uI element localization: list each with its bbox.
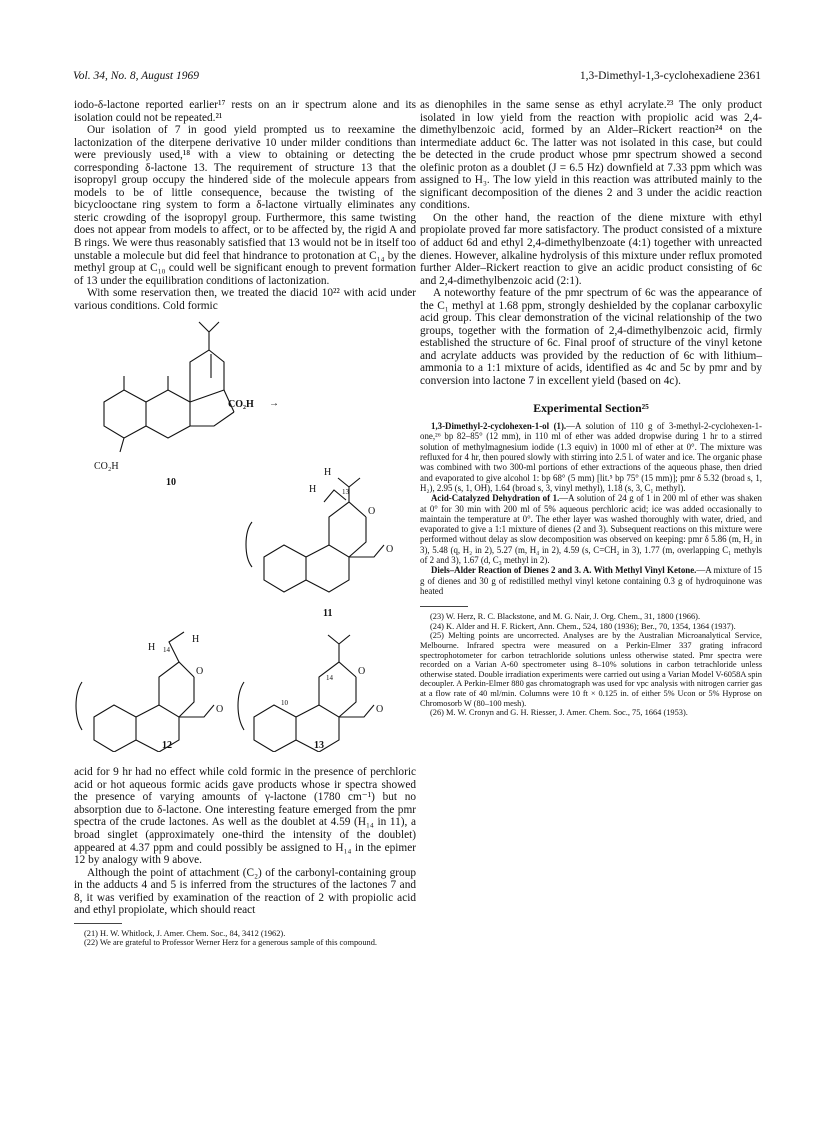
carbonyl-oxygen-13: O [376, 704, 384, 716]
chemical-structures-svg [74, 312, 416, 752]
paragraph: iodo-δ-lactone reported earlier¹⁷ rests on an ir spectrum alone and its isolation could not be repeated.²¹ [74, 99, 416, 124]
experimental-paragraph [420, 565, 762, 596]
structure-figures [74, 312, 416, 752]
left-column [74, 99, 416, 948]
lactone-oxygen-11: O [368, 506, 376, 518]
experimental-text: —A solution of 110 g of 3-methyl-2-cyclohexen-1-one,²⁶ bp 82–85° (12 mm), in 110 ml of ether was added dropwise during 1 hr to a stirred solution of methylmagnesium iodide (1.3 equiv) in 1000 ml of ether at 0°. The mixture was refluxed for 4 hr, then poured slowly with stirring into 2.5 l. of water and ice. The organic phase was combined with two 300-ml portions of ether extractions of the aqueous phase, then dried and evaporated to give alcohol 1: bp 68° (5 mm) [lit.⁵ bp 75° (15 mm)]; pmr δ 5.32 (broad s, 1, H₂), 2.95 (s, 1, OH), 1.64 (broad s, 3, vinyl methyl), 1.18 (s, 3, C₁ methyl). [420, 421, 763, 493]
compound-label-10: 10 [166, 477, 176, 489]
h-right-12: H [192, 634, 200, 646]
experimental-section [420, 421, 762, 596]
running-header-right: 1,3-Dimethyl-1,3-cyclohexadiene 2361 [579, 70, 761, 82]
structure-11 [246, 478, 384, 592]
atom-number-13: 13 [342, 488, 349, 497]
paragraph: acid for 9 hr had no effect while cold formic in the presence of perchloric acid or hot aqueous formic acids gave products whose ir spectra showed the presence of varying amounts of γ-lactone (1780 cm⁻¹) but no absorption due to δ-lactone. One interesting feature emerged from the pmr spectra of the crude lactones. As well as the doublet at 4.59 (H₁₄ in 11), a broad singlet (approximately one-third the intensity of the doublet) appeared at 4.37 ppm and could possibly be assigned to H₁₄ in the epimer 12 by analogy with 9 above. [74, 766, 416, 867]
footnote: (24) K. Alder and H. F. Rickert, Ann. Chem., 524, 180 (1936); Ber., 70, 1354, 1364 (1937). [430, 621, 736, 631]
compound-label-13: 13 [314, 740, 324, 752]
experimental-paragraph [420, 493, 762, 565]
paragraph: Our isolation of 7 in good yield prompted us to reexamine the lactonization of the diterpene derivative 10 under milder conditions than were previously used,¹⁸ with a view to obtaining or detecting the corresponding δ-lactone 13. The requirement of structure 13 that the isopropyl group occupy the hindered side of the molecule appears from models to be of little consequence, because the twisting of the bicyclooctane ring system to form a δ-lactone virtually eliminates any steric crowding of the isopropyl group. Furthermore, this same twisting does not appear from models to affect, or to be affected by, the rigid A and B rings. We were thus reasonably satisfied that 13 would not be in itself too unstable a molecule but did feel that hindrance to protonation at C₁₄ by the methyl group at C₁₀ could well be significant enough to prevent formation of 13 under the equilibration conditions of lactonization. [74, 124, 416, 287]
compound-label-11: 11 [323, 608, 333, 620]
paragraph: as dienophiles in the same sense as ethyl acrylate.²³ The only product isolated in low yield from the reaction with propiolic acid was 2,4-dimethylbenzoic acid, formed by an Alder–Rickert reaction²⁴ on the intermediate adduct 6c. The latter was not isolated in this case, but could be detected in the crude product whose pmr spectrum showed a second olefinic proton as a doublet (J = 6.5 Hz) downfield at 7.33 ppm which was assigned to H₃. The low yield in this reaction was attributed mainly to the significant decomposition of the dienes 2 and 3 under the acidic reaction conditions. [420, 99, 762, 212]
co2h-label-10: CO₂H [228, 399, 254, 411]
co2h-label-10b: CO₂H [94, 461, 119, 473]
experimental-text: —A mixture of 15 g of dienes and 30 g of redistilled methyl vinyl ketone containing 0.3 g of hydroquinone was heated [420, 565, 762, 596]
carbonyl-oxygen-11: O [386, 544, 394, 556]
paragraph: A noteworthy feature of the pmr spectrum of 6c was the appearance of the C₁ methyl at 1.68 ppm, strongly deshielded by the coplanar carboxylic acid group. This clear demonstration of the vicinal relationship of the two groups, together with the formation of 2,4-dimethylbenzoic acid, firmly established the structure of 6c. Final proof of structure of the vinyl ketone and acrylate adducts was provided by the reduction of 6c with lithium–ammonia to a 1:1 mixture of acids, identified as 4c and 5c by pmr and by conversion into lactone 7 in excellent yield (based on 4c). [420, 287, 762, 388]
footnote: (22) We are grateful to Professor Werner Herz for a generous sample of this compound. [84, 938, 377, 948]
paragraph: Although the point of attachment (C₂) of the carbonyl-containing group in the adducts 4 and 5 is inferred from the structures of the lactones 7 and 8, it was verified by examination of the reaction of 2 with propiolic acid and ethyl propiolate, which should react [74, 866, 416, 917]
paragraph: With some reservation then, we treated the diacid 10²² with acid under various conditions. Cold formic [74, 287, 416, 312]
h-left-11: H [309, 484, 317, 496]
footnote: (23) W. Herz, R. C. Blackstone, and M. G. Nair, J. Org. Chem., 31, 1800 (1966). [430, 612, 701, 622]
carbonyl-oxygen-12: O [216, 704, 224, 716]
atom-number-10: 10 [281, 699, 288, 708]
footnote-rule [420, 606, 468, 607]
ring-oxygen-12: O [196, 666, 204, 678]
reaction-arrow: → [269, 398, 279, 410]
structure-10 [104, 322, 234, 452]
compound-label-12: 12 [162, 740, 172, 752]
ring-oxygen-13: O [358, 666, 366, 678]
section-title: Experimental Section²⁵ [533, 400, 649, 415]
footnote-rule [74, 923, 122, 924]
run-in-heading: Acid-Catalyzed Dehydration of 1. [431, 493, 560, 504]
footnote: (21) H. W. Whitlock, J. Amer. Chem. Soc., 84, 3412 (1962). [84, 928, 286, 938]
paragraph: On the other hand, the reaction of the diene mixture with ethyl propiolate proved far more satisfactory. The product consisted of a mixture of adduct 6d and ethyl 2,4-dimethylbenzoate (4:1) together with unreacted dienes. However, alkaline hydrolysis of this mixture under reflux promoted further Alder–Rickert reaction to give an acidic product consisting of 6c and 2,4-dimethylbenzoic acid (2:1). [420, 211, 762, 287]
h-top-11: H [324, 467, 332, 479]
atom-number-14a: 14 [163, 646, 170, 655]
structure-13 [238, 635, 374, 752]
footnote: (26) M. W. Cronyn and G. H. Riesser, J. Amer. Chem. Soc., 75, 1664 (1953). [430, 708, 688, 718]
footnote: (25) Melting points are uncorrected. Analyses are by the Australian Microanalytical Service, Melbourne. Infrared spectra were measured on a Perkin-Elmer 337 grating infracord spectrophotometer for carbon tetrachloride solutions unless otherwise stated. Pmr spectra were recorded on a Varian A-60 spectrometer using 8–10% solutions in carbon tetrachloride unless otherwise stated. Double irradiation experiments were carried out using a Varian Model V-6058A spin decoupler. A Perkin-Elmer 880 gas chromatograph was used for vpc analysis with nitrogen carrier gas at a flow rate of 40 ml/min. Columns were 10 ft × 0.125 in. of either 5% Ucon or 5% Hyprose on Chromosorb W (80–100 mesh). [420, 631, 762, 708]
run-in-heading: 1,3-Dimethyl-2-cyclohexen-1-ol (1). [431, 421, 567, 432]
run-in-heading: Diels–Alder Reaction of Dienes 2 and 3. A. With Methyl Vinyl Ketone. [431, 565, 697, 576]
experimental-paragraph [420, 421, 762, 493]
experimental-text: —A solution of 24 g of 1 in 200 ml of ether was shaken at 0° for 30 min with 200 ml of 5% aqueous perchloric acid; ice was added occasionally to maintain the temperature at 0°. The ether layer was washed thoroughly with water, dried, and evaporated to give a 1:1 mixture of dienes (2 and 3). Subsequent reactions on this mixture were performed without delay as slow decomposition was observed on keeping: pmr δ 5.86 (m, H₂ in 3), 5.48 (q, H₂ in 2), 5.27 (m, H₄ in 2), 4.59 (s, C=CH₂ in 3), 1.77 (m, overlapping C₁ methyls of 2 and 3), 1.67 (d, C₃ methyl in 2). [420, 493, 762, 565]
right-column [420, 99, 762, 718]
running-header-left: Vol. 34, No. 8, August 1969 [73, 70, 199, 82]
figure-labels-row [74, 740, 416, 766]
atom-number-14b: 14 [326, 674, 333, 683]
h-left-12: H [148, 642, 156, 654]
structure-12 [76, 632, 214, 752]
